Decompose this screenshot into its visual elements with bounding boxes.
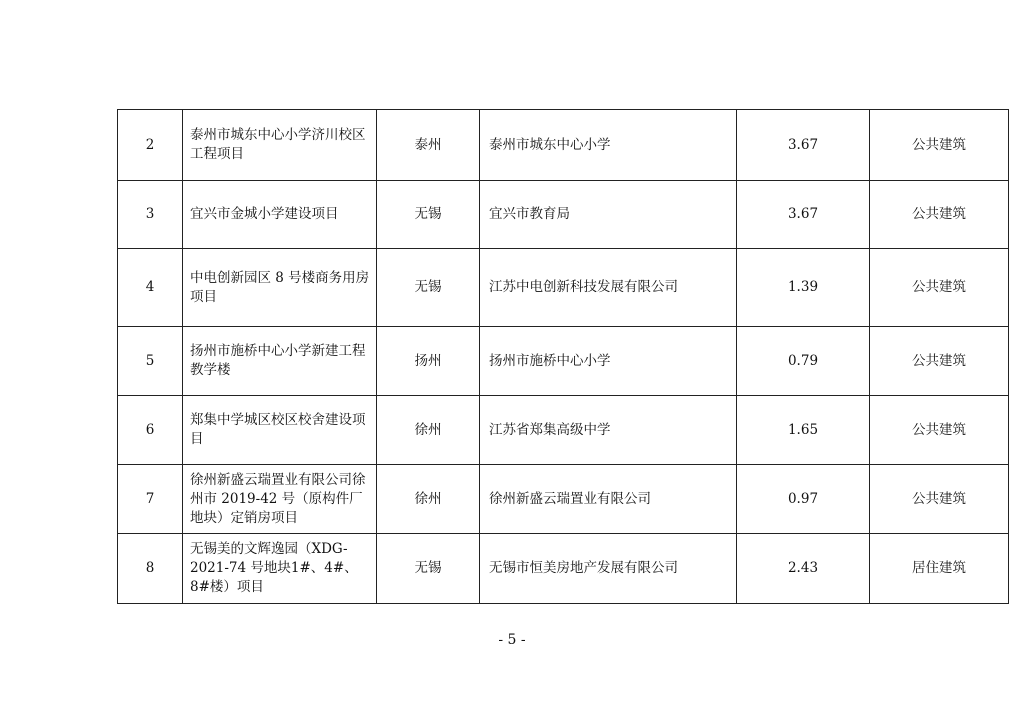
page-number: - 5 - — [498, 632, 526, 648]
project-name: 扬州市施桥中心小学新建工程教学楼 — [183, 327, 377, 396]
city: 泰州 — [377, 110, 480, 181]
building-type: 公共建筑 — [870, 249, 1009, 327]
table-row — [118, 327, 1009, 396]
table-row — [118, 534, 1009, 604]
organization: 江苏中电创新科技发展有限公司 — [480, 249, 737, 327]
area-value: 1.65 — [737, 396, 870, 465]
row-number: 3 — [118, 181, 183, 249]
city: 扬州 — [377, 327, 480, 396]
city: 无锡 — [377, 249, 480, 327]
city: 无锡 — [377, 534, 480, 604]
project-name: 徐州新盛云瑞置业有限公司徐州市 2019-42 号（原构件厂地块）定销房项目 — [183, 465, 377, 534]
table-row — [118, 396, 1009, 465]
area-value: 2.43 — [737, 534, 870, 604]
building-type: 公共建筑 — [870, 327, 1009, 396]
city: 徐州 — [377, 465, 480, 534]
project-table — [117, 109, 1009, 604]
building-type: 公共建筑 — [870, 181, 1009, 249]
organization: 徐州新盛云瑞置业有限公司 — [480, 465, 737, 534]
building-type: 公共建筑 — [870, 465, 1009, 534]
area-value: 3.67 — [737, 110, 870, 181]
row-number: 2 — [118, 110, 183, 181]
project-name: 无锡美的文辉逸园（XDG-2021-74 号地块1#、4#、8#楼）项目 — [183, 534, 377, 604]
building-type: 居住建筑 — [870, 534, 1009, 604]
organization: 泰州市城东中心小学 — [480, 110, 737, 181]
row-number: 8 — [118, 534, 183, 604]
area-value: 0.97 — [737, 465, 870, 534]
table-row — [118, 465, 1009, 534]
row-number: 4 — [118, 249, 183, 327]
row-number: 6 — [118, 396, 183, 465]
building-type: 公共建筑 — [870, 110, 1009, 181]
table-row — [118, 181, 1009, 249]
organization: 江苏省郑集高级中学 — [480, 396, 737, 465]
building-type: 公共建筑 — [870, 396, 1009, 465]
row-number: 7 — [118, 465, 183, 534]
area-value: 3.67 — [737, 181, 870, 249]
row-number: 5 — [118, 327, 183, 396]
project-name: 郑集中学城区校区校舍建设项目 — [183, 396, 377, 465]
table-row — [118, 249, 1009, 327]
area-value: 1.39 — [737, 249, 870, 327]
project-name: 泰州市城东中心小学济川校区工程项目 — [183, 110, 377, 181]
organization: 无锡市恒美房地产发展有限公司 — [480, 534, 737, 604]
table-row — [118, 110, 1009, 181]
organization: 扬州市施桥中心小学 — [480, 327, 737, 396]
city: 徐州 — [377, 396, 480, 465]
project-name: 中电创新园区 8 号楼商务用房项目 — [183, 249, 377, 327]
city: 无锡 — [377, 181, 480, 249]
project-name: 宜兴市金城小学建设项目 — [183, 181, 377, 249]
area-value: 0.79 — [737, 327, 870, 396]
organization: 宜兴市教育局 — [480, 181, 737, 249]
